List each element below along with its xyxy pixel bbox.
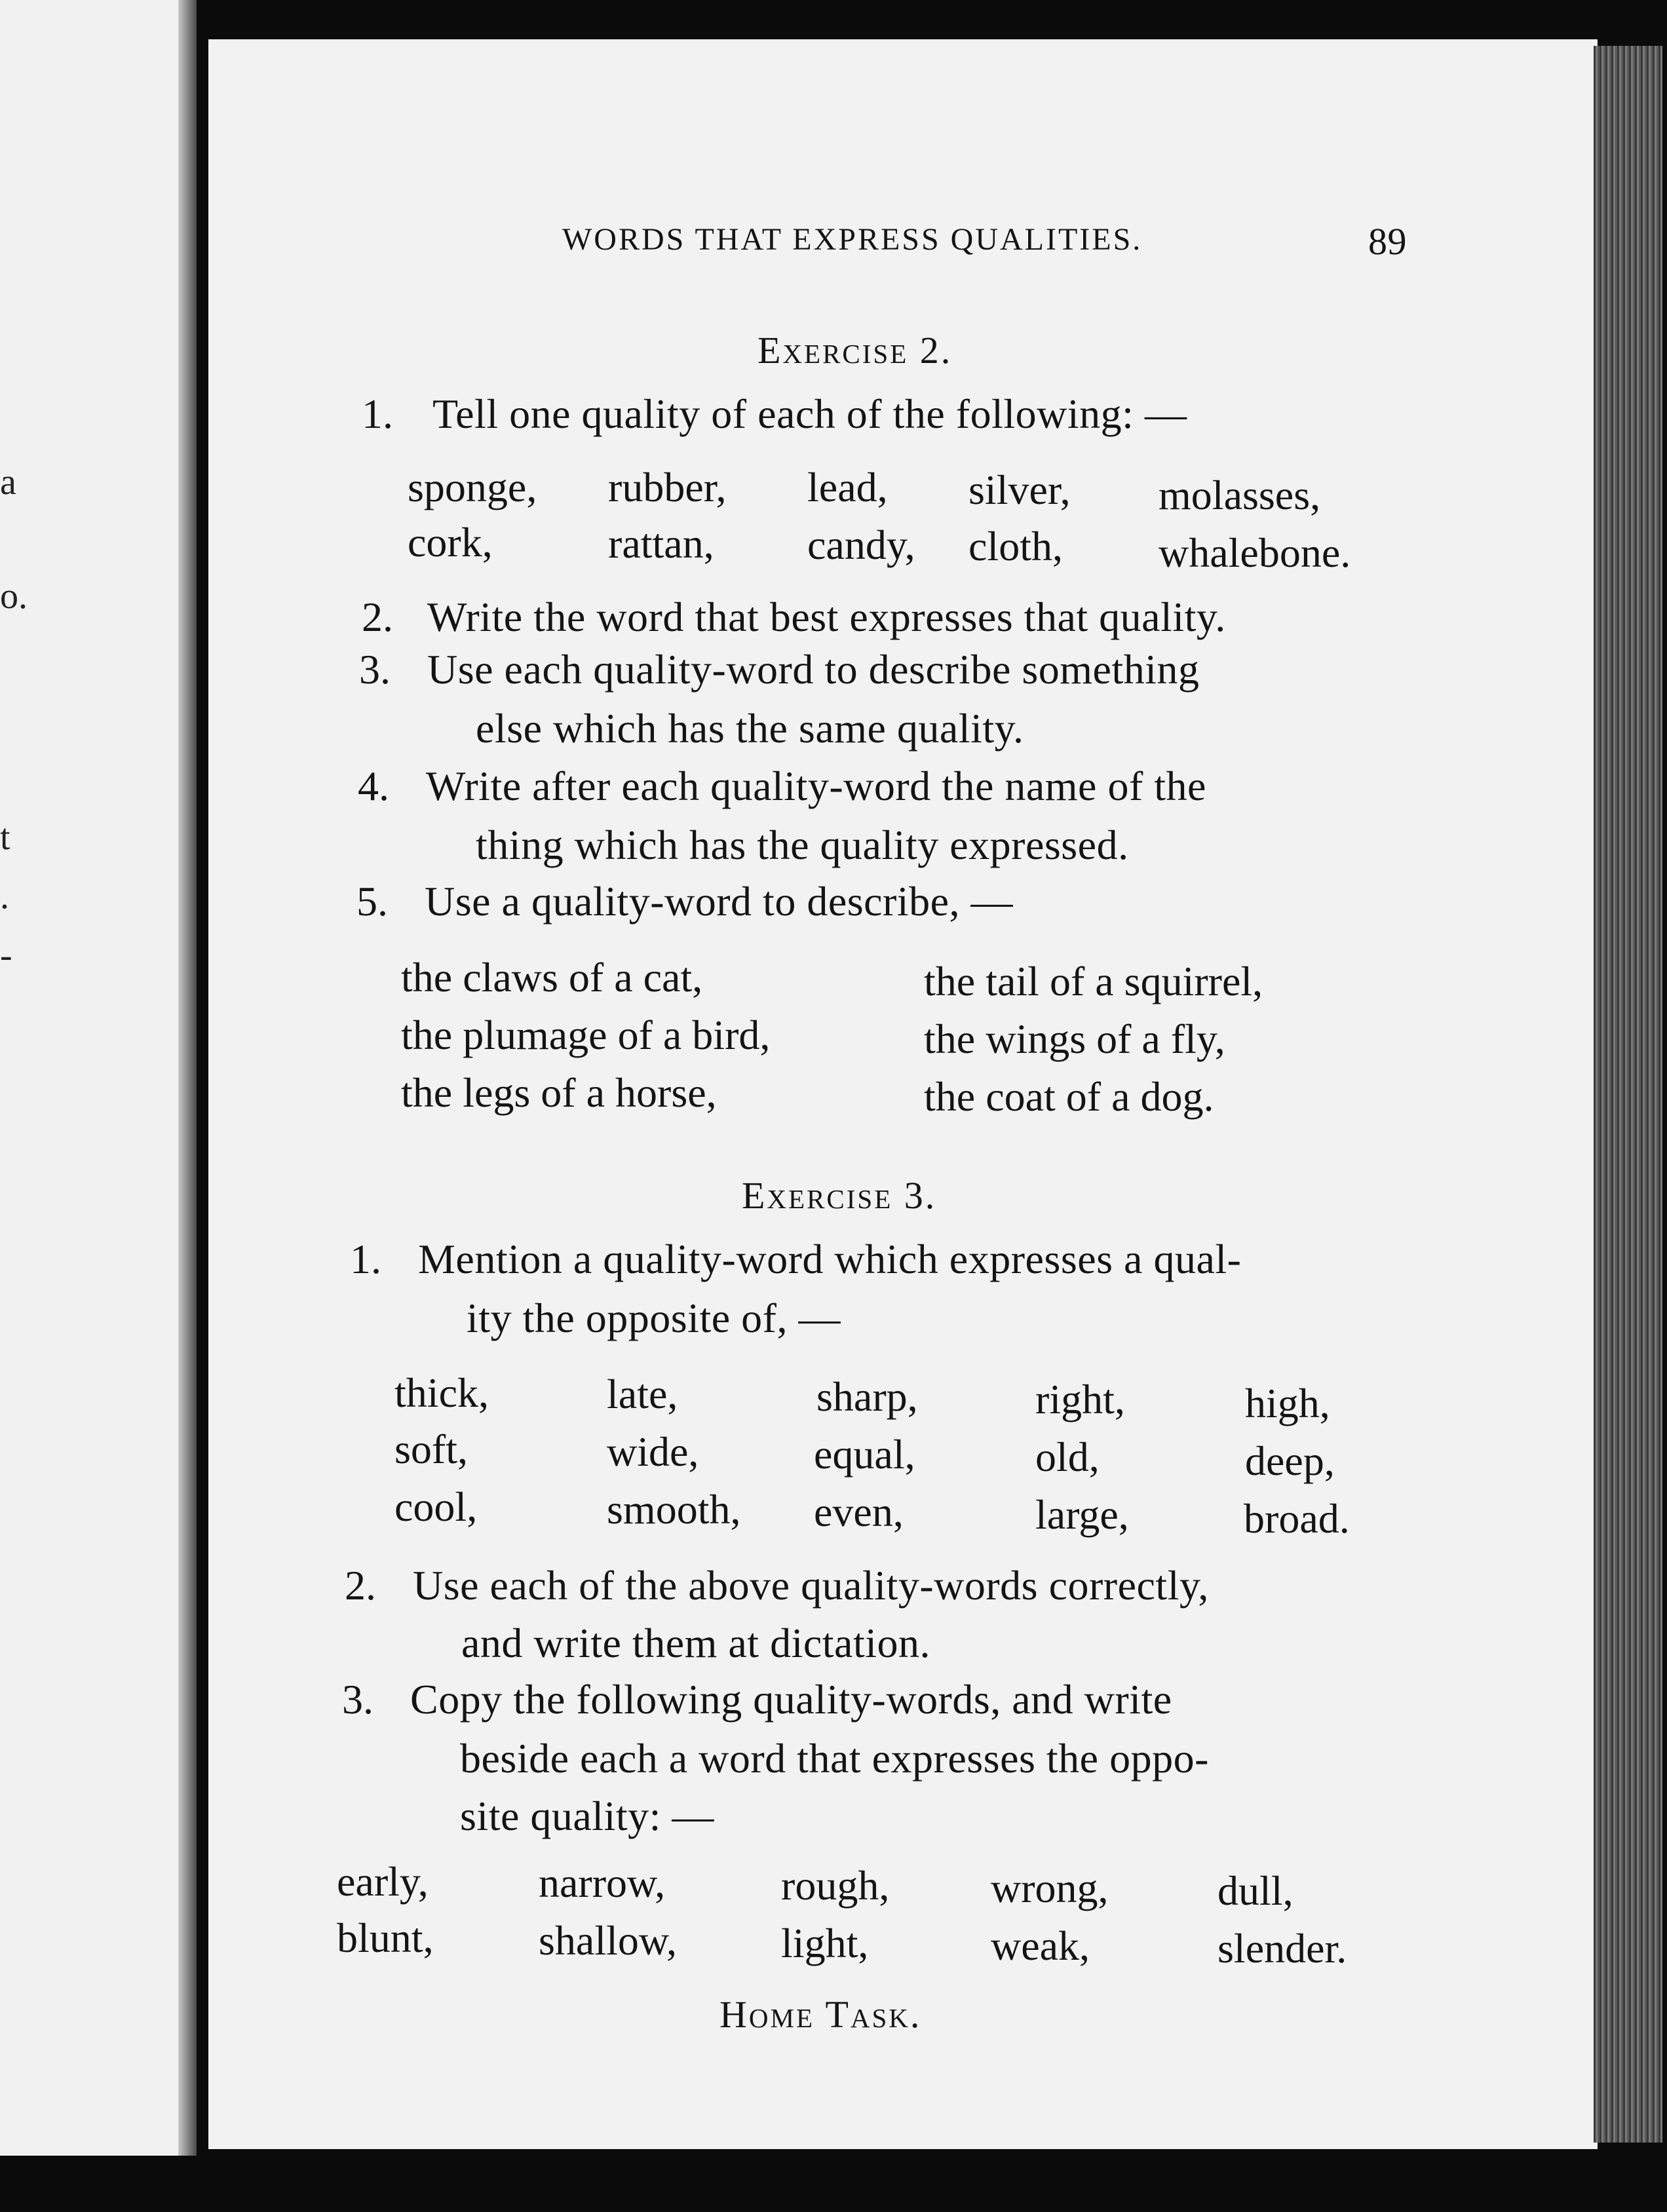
list-word: cloth, [968, 523, 1063, 569]
list-word: soft, [394, 1426, 468, 1472]
left-page-fragment: o. [0, 576, 28, 617]
list-word: broad. [1244, 1495, 1350, 1542]
exercise-2-item-3: Use each quality-word to describe something [427, 646, 1200, 693]
list-word: shallow, [539, 1917, 677, 1964]
list-word: weak, [991, 1922, 1090, 1969]
page-number: 89 [1368, 220, 1407, 263]
list-word: cool, [394, 1483, 478, 1530]
list-word: candy, [807, 522, 915, 568]
list-word: thick, [394, 1369, 489, 1416]
item-number: 3. [342, 1676, 374, 1723]
list-word: wrong, [991, 1865, 1109, 1911]
home-task-heading: Home Task. [719, 1993, 922, 2036]
list-phrase: the claws of a cat, [401, 954, 703, 1001]
list-word: narrow, [539, 1859, 666, 1906]
item-number: 1. [350, 1236, 381, 1282]
list-phrase: the legs of a horse, [401, 1069, 717, 1116]
list-word: right, [1035, 1376, 1125, 1422]
left-page-fragment: t [0, 817, 10, 858]
item-number: 2. [345, 1562, 376, 1609]
list-word: wide, [607, 1428, 699, 1475]
exercise-2-item-2: Write the word that best expresses that quality. [427, 594, 1226, 640]
exercise-2-item-1: Tell one quality of each of the following: — [432, 391, 1187, 437]
list-word: early, [337, 1858, 429, 1905]
list-word: cork, [408, 519, 493, 565]
list-word: dull, [1217, 1867, 1293, 1914]
list-word: whalebone. [1159, 529, 1351, 576]
list-word: molasses, [1159, 472, 1321, 518]
list-word: old, [1035, 1434, 1100, 1480]
list-word: rough, [781, 1862, 890, 1909]
list-word: deep, [1245, 1438, 1335, 1484]
exercise-3-heading: Exercise 3. [742, 1174, 937, 1217]
exercise-2-heading: Exercise 2. [757, 329, 953, 372]
left-page-fragment: - [0, 935, 12, 976]
list-word: rubber, [608, 464, 727, 510]
left-page-edge [0, 0, 197, 2156]
list-word: slender. [1217, 1925, 1347, 1972]
list-word: high, [1245, 1380, 1330, 1426]
list-phrase: the wings of a fly, [924, 1016, 1225, 1062]
list-word: equal, [814, 1431, 915, 1478]
item-number: 3. [359, 646, 391, 693]
list-word: light, [781, 1920, 869, 1966]
left-page-fragment: a [0, 462, 16, 503]
list-phrase: the tail of a squirrel, [924, 958, 1263, 1004]
exercise-2-item-4: Write after each quality-word the name of the [426, 763, 1206, 809]
exercise-3-item-2: Use each of the above quality-words correctly, [413, 1562, 1209, 1609]
list-word: late, [607, 1371, 678, 1417]
exercise-3-item-3-cont: site quality: — [460, 1793, 714, 1839]
list-phrase: the coat of a dog. [924, 1073, 1214, 1120]
exercise-3-item-1-cont: ity the opposite of, — [467, 1295, 841, 1341]
item-number: 4. [358, 763, 389, 809]
list-phrase: the plumage of a bird, [401, 1012, 771, 1058]
page-edges [1594, 46, 1662, 2143]
item-number: 2. [362, 594, 393, 640]
exercise-2-item-5: Use a quality-word to describe, — [425, 878, 1014, 925]
list-word: even, [814, 1489, 904, 1535]
item-number: 5. [356, 878, 388, 925]
exercise-2-item-4-cont: thing which has the quality expressed. [476, 822, 1129, 868]
exercise-3-item-3: Copy the following quality-words, and write [410, 1676, 1172, 1723]
running-head: WORDS THAT EXPRESS QUALITIES. [562, 222, 1143, 257]
book-gutter [178, 0, 197, 2156]
left-page-fragment: . [0, 876, 9, 917]
list-word: large, [1035, 1491, 1129, 1538]
list-word: silver, [968, 467, 1071, 513]
list-word: blunt, [337, 1915, 434, 1961]
list-word: rattan, [608, 520, 714, 567]
exercise-2-item-3-cont: else which has the same quality. [476, 705, 1024, 752]
list-word: smooth, [607, 1486, 741, 1533]
item-number: 1. [362, 391, 393, 437]
exercise-3-item-3-cont: beside each a word that expresses the oppo- [460, 1735, 1209, 1782]
exercise-3-item-1: Mention a quality-word which expresses a qual- [418, 1236, 1242, 1282]
list-word: lead, [807, 464, 888, 510]
list-word: sharp, [816, 1373, 918, 1420]
list-word: sponge, [408, 464, 537, 510]
exercise-3-item-2-cont: and write them at dictation. [461, 1620, 930, 1666]
